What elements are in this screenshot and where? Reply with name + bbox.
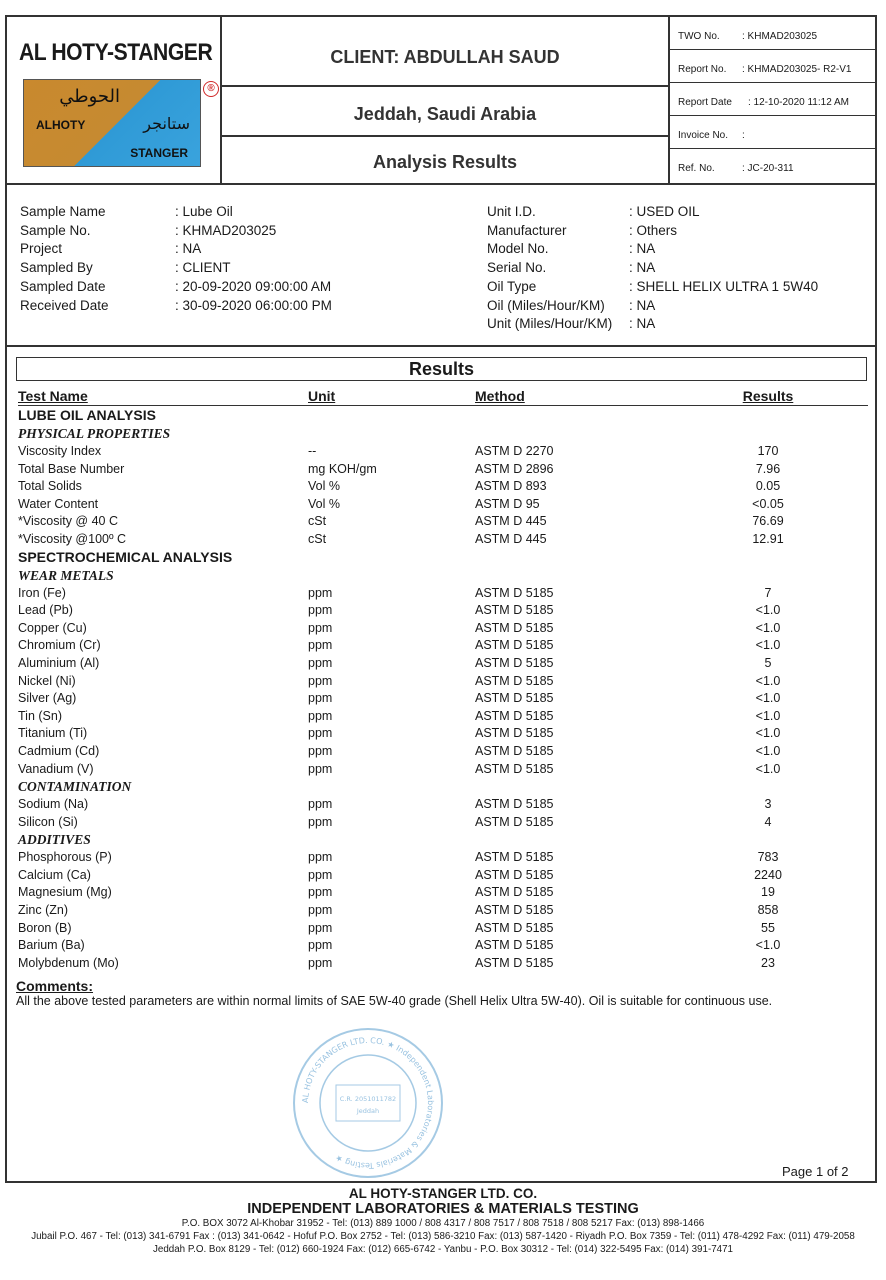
cell-test-name: Magnesium (Mg)	[18, 885, 112, 900]
sample-details	[5, 185, 877, 347]
cell-result: 170	[757, 444, 779, 458]
sample-field-label: Sampled By	[20, 260, 93, 276]
cell-method: ASTM D 2896	[475, 461, 554, 476]
logo-english-name-1: ALHOTY	[36, 118, 86, 132]
cell-result: <1.0	[755, 673, 781, 688]
unit-field-label: Unit I.D.	[487, 204, 536, 219]
unit-field-label: Oil Type	[487, 278, 537, 294]
stamp-ring-text: AL HOTY-STANGER LTD. CO. ★ Independent Laboratories & Materials Testing ★	[300, 1035, 436, 1171]
cell-test-name: Cadmium (Cd)	[18, 743, 100, 758]
cell-test-name: Total Solids	[18, 479, 82, 494]
cell-unit: ppm	[308, 761, 333, 776]
client-name: CLIENT: ABDULLAH SAUD	[222, 17, 668, 87]
cell-unit: cSt	[308, 531, 327, 546]
cell-unit: cSt	[308, 514, 327, 529]
sample-field-label: Project	[20, 241, 63, 257]
cell-method: ASTM D 5185	[475, 814, 554, 829]
cell-test-name: Boron (B)	[18, 920, 72, 935]
group-subtitle: WEAR METALS	[18, 567, 114, 583]
cell-result: 7	[764, 585, 772, 600]
cell-unit: ppm	[308, 850, 333, 865]
unit-field-label: Manufacturer	[487, 222, 567, 238]
comments-section	[16, 978, 866, 1008]
cell-result: <1.0	[755, 620, 781, 635]
cell-unit: ppm	[308, 920, 333, 935]
unit-field-value: : NA	[629, 316, 656, 332]
cell-test-name: Copper (Cu)	[18, 620, 87, 635]
table-row	[18, 866, 868, 884]
table-row	[18, 742, 868, 760]
company-logo	[23, 79, 201, 167]
header-results: Results	[742, 388, 794, 404]
info-row-invoice-no: Invoice No. :	[670, 116, 875, 149]
sample-field-label: Sample No.	[20, 222, 91, 238]
footer-address-1: P.O. BOX 3072 Al-Khobar 31952 - Tel: (013) 889 1000 / 808 4317 / 808 7517 / 808 7518 / 808 5217 Fax: (013) 898-1466	[181, 1218, 705, 1229]
cell-result: 5	[764, 655, 772, 670]
sample-left-values	[175, 203, 332, 315]
cell-method: ASTM D 5185	[475, 638, 554, 653]
registered-trademark-icon: ®	[203, 81, 219, 97]
cell-test-name: Tin (Sn)	[18, 708, 62, 723]
cell-unit: ppm	[308, 603, 333, 618]
info-row-report-date: Report Date : 12-10-2020 11:12 AM	[670, 83, 875, 116]
cell-result: 2240	[754, 867, 782, 882]
cell-method: ASTM D 445	[475, 514, 547, 529]
cell-test-name: Vanadium (V)	[18, 761, 94, 776]
table-row	[18, 954, 868, 972]
unit-field-label: Unit (Miles/Hour/KM)	[487, 316, 613, 332]
group-subtitle: PHYSICAL PROPERTIES	[18, 426, 171, 441]
report-header	[5, 15, 877, 185]
cell-method: ASTM D 5185	[475, 673, 554, 688]
cell-method: ASTM D 5185	[475, 955, 554, 970]
logo-arabic-name-1: الحوطي	[59, 86, 120, 107]
table-row	[18, 495, 868, 513]
sample-right-labels	[487, 203, 612, 334]
cell-test-name: Sodium (Na)	[18, 797, 89, 812]
cell-test-name: Silver (Ag)	[18, 691, 77, 706]
cell-unit: Vol %	[308, 479, 340, 494]
document-title: Analysis Results	[372, 152, 518, 172]
results-table	[18, 388, 868, 971]
cell-unit: ppm	[308, 673, 333, 688]
cell-method: ASTM D 5185	[475, 691, 554, 706]
info-row-report-no: Report No. : KHMAD203025- R2-V1	[670, 50, 875, 83]
footer-address-2: Jubail P.O. 467 - Tel: (013) 341-6791 Fax : (013) 341-0642 - Hofuf P.O. Box 2752 - Tel: (013) 586-3210 Fax: (013) 587-1420 - Riyadh P.O. Box 7359 - Tel: (011) 478-4292 Fax: (011) 479-2058	[31, 1231, 855, 1242]
page-footer	[0, 1186, 886, 1256]
cell-test-name: Barium (Ba)	[18, 938, 85, 953]
unit-field-label: Serial No.	[487, 260, 547, 276]
cell-result: 7.96	[755, 461, 781, 476]
cell-test-name: *Viscosity @100º C	[18, 531, 127, 546]
unit-field-value: : NA	[629, 241, 656, 257]
cell-unit: ppm	[308, 638, 333, 653]
unit-field-value: : NA	[629, 260, 656, 276]
cell-method: ASTM D 2270	[475, 444, 554, 458]
sample-field-label: Received Date	[20, 297, 109, 313]
cell-result: 23	[761, 955, 775, 970]
table-row	[18, 584, 868, 602]
group-subtitle: CONTAMINATION	[18, 779, 132, 795]
table-row	[18, 883, 868, 901]
cell-unit: ppm	[308, 691, 333, 706]
cell-method: ASTM D 95	[475, 496, 540, 511]
company-stamp	[292, 1027, 444, 1179]
cell-method: ASTM D 445	[475, 531, 547, 546]
cell-result: 3	[764, 797, 772, 812]
cell-method: ASTM D 893	[475, 479, 547, 494]
table-row	[18, 707, 868, 725]
cell-test-name: Calcium (Ca)	[18, 867, 91, 882]
cell-test-name: *Viscosity @ 40 C	[18, 514, 118, 529]
cell-result: <1.0	[755, 708, 781, 723]
cell-test-name: Zinc (Zn)	[18, 903, 68, 918]
unit-field-value: : SHELL HELIX ULTRA 1 5W40	[629, 278, 819, 294]
unit-field-value: : Others	[629, 222, 678, 238]
cell-test-name: Titanium (Ti)	[18, 726, 88, 741]
cell-test-name: Silicon (Si)	[18, 814, 78, 829]
table-row	[18, 654, 868, 672]
client-location: Jeddah, Saudi Arabia	[222, 87, 668, 137]
header-test-name: Test Name	[18, 388, 88, 404]
cell-result: 19	[761, 885, 775, 900]
header-method: Method	[475, 388, 525, 404]
sample-field-label: Sampled Date	[20, 278, 106, 294]
stamp-center-line-2: Jeddah	[356, 1107, 380, 1115]
unit-field-value: : USED OIL	[629, 204, 700, 219]
cell-unit: ppm	[308, 903, 333, 918]
cell-result: 12.91	[752, 531, 784, 546]
cell-result: <1.0	[755, 743, 781, 758]
cell-result: 76.69	[752, 514, 784, 529]
cell-unit: ppm	[308, 655, 333, 670]
logo-arabic-name-2: ستانجر	[143, 114, 190, 133]
sample-field-value: : NA	[175, 241, 202, 257]
cell-result: <1.0	[755, 638, 781, 653]
table-row	[18, 601, 868, 619]
svg-text:AL HOTY-STANGER LTD. CO. ★ Ind	[301, 1036, 435, 1170]
cell-unit: ppm	[308, 726, 333, 741]
cell-unit: ppm	[308, 620, 333, 635]
cell-result: 0.05	[755, 479, 781, 494]
footer-address-3: Jeddah P.O. Box 8129 - Tel: (012) 660-1924 Fax: (012) 665-6742 - Yanbu - P.O. Box 30312 - Tel: (014) 322-5495 Fax: (014) 391-7471	[152, 1244, 734, 1255]
cell-unit: ppm	[308, 585, 333, 600]
cell-unit: mg KOH/gm	[308, 461, 377, 476]
sample-field-label: Sample Name	[20, 204, 106, 219]
cell-method: ASTM D 5185	[475, 938, 554, 953]
cell-unit: ppm	[308, 867, 333, 882]
company-logo-box	[7, 17, 222, 183]
company-name: AL HOTY-STANGER	[19, 39, 213, 66]
cell-test-name: Viscosity Index	[18, 444, 102, 458]
group-subtitle: ADDITIVES	[18, 832, 91, 848]
client-info-box	[222, 17, 668, 183]
cell-method: ASTM D 5185	[475, 585, 554, 600]
cell-test-name: Iron (Fe)	[18, 585, 66, 600]
cell-method: ASTM D 5185	[475, 920, 554, 935]
info-row-two-no: TWO No. : KHMAD203025	[670, 17, 875, 50]
cell-result: 55	[761, 920, 775, 935]
footer-tagline: INDEPENDENT LABORATORIES & MATERIALS TESTING	[247, 1201, 639, 1217]
cell-unit: Vol %	[308, 496, 340, 511]
section-title: SPECTROCHEMICAL ANALYSIS	[18, 548, 233, 565]
cell-unit: ppm	[308, 814, 333, 829]
cell-result: <1.0	[755, 761, 781, 776]
sample-field-value: : KHMAD203025	[175, 222, 277, 238]
stamp-center-line-1: C.R. 2051011782	[339, 1095, 397, 1103]
cell-test-name: Aluminium (Al)	[18, 655, 100, 670]
table-row	[18, 477, 868, 495]
cell-method: ASTM D 5185	[475, 761, 554, 776]
unit-field-value: : NA	[629, 297, 656, 313]
header-unit: Unit	[308, 388, 336, 404]
page-number: Page 1 of 2	[782, 1164, 849, 1179]
table-row	[18, 512, 868, 530]
cell-method: ASTM D 5185	[475, 850, 554, 865]
cell-method: ASTM D 5185	[475, 620, 554, 635]
cell-result: <0.05	[752, 496, 784, 511]
table-row	[18, 689, 868, 707]
cell-test-name: Total Base Number	[18, 461, 125, 476]
table-row	[18, 919, 868, 937]
cell-method: ASTM D 5185	[475, 885, 554, 900]
results-heading: Results	[16, 357, 867, 381]
cell-test-name: Molybdenum (Mo)	[18, 955, 119, 970]
table-row	[18, 636, 868, 654]
cell-test-name: Water Content	[18, 496, 99, 511]
report-reference-box	[668, 17, 875, 183]
sample-field-value: : CLIENT	[175, 260, 231, 276]
cell-unit: --	[308, 444, 317, 458]
cell-result: 783	[757, 850, 779, 865]
comments-text: All the above tested parameters are within normal limits of SAE 5W-40 grade (Shell Helix Ultra 5W-40). Oil is suitable for continuous use.	[16, 994, 773, 1008]
cell-method: ASTM D 5185	[475, 655, 554, 670]
table-row	[18, 619, 868, 637]
logo-english-name-2: STANGER	[130, 146, 188, 160]
table-row	[18, 760, 868, 778]
cell-method: ASTM D 5185	[475, 743, 554, 758]
sample-left-labels	[20, 203, 109, 315]
table-row	[18, 848, 868, 866]
cell-method: ASTM D 5185	[475, 867, 554, 882]
table-row	[18, 672, 868, 690]
cell-result: <1.0	[755, 726, 781, 741]
cell-unit: ppm	[308, 708, 333, 723]
table-row	[18, 460, 868, 478]
cell-result: <1.0	[755, 603, 781, 618]
cell-result: 858	[757, 903, 779, 918]
sample-field-value: : Lube Oil	[175, 204, 233, 219]
cell-result: <1.0	[755, 691, 781, 706]
table-header	[18, 388, 868, 406]
comments-title: Comments:	[16, 978, 94, 994]
table-row	[18, 936, 868, 954]
cell-method: ASTM D 5185	[475, 603, 554, 618]
table-row	[18, 724, 868, 742]
table-row	[18, 813, 868, 831]
cell-unit: ppm	[308, 797, 333, 812]
table-row	[18, 795, 868, 813]
unit-field-label: Oil (Miles/Hour/KM)	[487, 297, 605, 313]
sample-field-value: : 30-09-2020 06:00:00 PM	[175, 297, 332, 313]
cell-unit: ppm	[308, 885, 333, 900]
sample-field-value: : 20-09-2020 09:00:00 AM	[175, 278, 332, 294]
table-row	[18, 901, 868, 919]
cell-result: <1.0	[755, 938, 781, 953]
info-row-ref-no: Ref. No. : JC-20-311	[678, 163, 794, 174]
cell-test-name: Lead (Pb)	[18, 603, 73, 618]
cell-method: ASTM D 5185	[475, 903, 554, 918]
cell-unit: ppm	[308, 955, 333, 970]
footer-company: AL HOTY-STANGER LTD. CO.	[348, 1186, 538, 1201]
table-row	[18, 442, 868, 460]
sample-right-values	[629, 203, 818, 334]
cell-unit: ppm	[308, 938, 333, 953]
cell-method: ASTM D 5185	[475, 726, 554, 741]
cell-test-name: Phosphorous (P)	[18, 850, 112, 865]
table-row	[18, 530, 868, 548]
cell-result: 4	[764, 814, 772, 829]
cell-test-name: Chromium (Cr)	[18, 638, 101, 653]
cell-test-name: Nickel (Ni)	[18, 673, 76, 688]
cell-method: ASTM D 5185	[475, 708, 554, 723]
cell-unit: ppm	[308, 743, 333, 758]
cell-method: ASTM D 5185	[475, 797, 554, 812]
unit-field-label: Model No.	[487, 241, 549, 257]
section-title: LUBE OIL ANALYSIS	[18, 407, 156, 423]
